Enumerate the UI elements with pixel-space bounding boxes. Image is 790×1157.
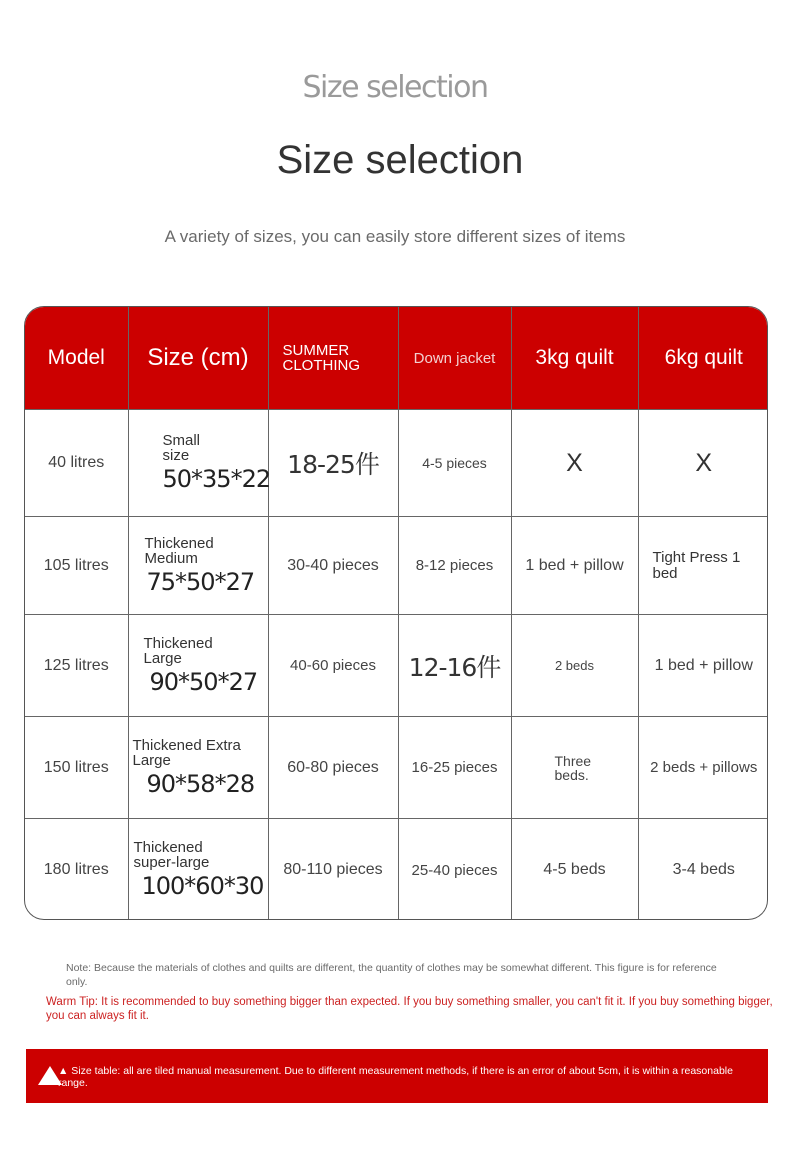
table-row xyxy=(25,717,768,819)
quilt-6kg-cell: X xyxy=(638,410,768,517)
column-header-size: Size (cm) xyxy=(128,307,268,410)
page-description: A variety of sizes, you can easily store different sizes of items xyxy=(164,227,626,246)
column-header-down-jacket: Down jacket xyxy=(398,307,511,410)
quilt-6kg-cell: 2 beds + pillows xyxy=(638,717,768,819)
size-name: Thickened super-large xyxy=(133,839,210,872)
quilt-3kg-cell: X xyxy=(511,410,638,517)
page-title: Size selection xyxy=(276,138,524,182)
model-cell: 180 litres xyxy=(25,819,128,921)
quilt-6kg-cell: 1 bed + pillow xyxy=(638,615,768,717)
table-row xyxy=(25,615,768,717)
page-subtitle: Size selection xyxy=(302,70,488,105)
measurement-notice-text: ▲ Size table: all are tiled manual measurement. Due to different measurement methods, if there is an error of about 5cm, it is within a reasonable range. xyxy=(58,1065,733,1089)
size-cell xyxy=(128,517,268,615)
warm-tip: Warm Tip: It is recommended to buy something bigger than expected. If you buy something smaller, you can't fit it. If you buy something bigger, you can always fit it. xyxy=(46,996,773,1022)
quilt-3kg-cell: 1 bed + pillow xyxy=(511,517,638,615)
summer-clothing-cell: 18-25件 xyxy=(268,410,398,517)
summer-clothing-cell: 40-60 pieces xyxy=(268,615,398,717)
size-name: Thickened Medium xyxy=(144,534,214,567)
size-dimensions: 90*50*27 xyxy=(149,667,258,696)
summer-clothing-cell: 80-110 pieces xyxy=(268,819,398,921)
column-header-model: Model xyxy=(25,307,128,410)
column-header-summer-clothing: SUMMER CLOTHING xyxy=(268,307,398,410)
table-header-row xyxy=(25,307,768,410)
quilt-6kg-cell: Tight Press 1 bed xyxy=(638,517,768,615)
down-jacket-cell: 4-5 pieces xyxy=(398,410,511,517)
size-dimensions: 50*35*22 xyxy=(162,465,271,493)
size-table-card xyxy=(24,306,768,920)
down-jacket-cell: 12-16件 xyxy=(398,615,511,717)
size-dimensions: 75*50*27 xyxy=(146,567,255,596)
quilt-3kg-cell: 4-5 beds xyxy=(511,819,638,921)
size-cell xyxy=(128,410,271,517)
model-cell: 40 litres xyxy=(25,410,128,517)
summer-clothing-cell: 60-80 pieces xyxy=(268,717,398,819)
reference-note: Note: Because the materials of clothes and quilts are different, the quantity of clothes may be somewhat different. This figure is for reference only. xyxy=(66,962,717,988)
size-name: Thickened Large xyxy=(143,634,213,667)
down-jacket-cell: 25-40 pieces xyxy=(398,819,511,921)
quilt-3kg-cell: 2 beds xyxy=(511,615,638,717)
size-dimensions: 100*60*30 xyxy=(141,872,264,901)
column-header-3kg-quilt: 3kg quilt xyxy=(511,307,638,410)
measurement-notice-bar xyxy=(26,1049,768,1103)
size-table xyxy=(25,307,768,920)
size-cell xyxy=(128,615,268,717)
model-cell: 125 litres xyxy=(25,615,128,717)
size-dimensions: 90*58*28 xyxy=(146,769,255,798)
size-cell xyxy=(128,819,268,921)
table-row xyxy=(25,517,768,615)
notes-section xyxy=(46,961,776,1023)
table-row xyxy=(25,410,768,517)
model-cell: 150 litres xyxy=(25,717,128,819)
size-cell xyxy=(128,717,268,819)
down-jacket-cell: 16-25 pieces xyxy=(398,717,511,819)
summer-clothing-cell: 30-40 pieces xyxy=(268,517,398,615)
down-jacket-cell: 8-12 pieces xyxy=(398,517,511,615)
size-name: Small size xyxy=(162,432,201,464)
model-cell: 105 litres xyxy=(25,517,128,615)
quilt-3kg-value: Three beds. xyxy=(554,752,592,783)
table-row xyxy=(25,819,768,921)
size-name: Thickened Extra Large xyxy=(132,736,241,769)
quilt-3kg-cell xyxy=(511,717,638,819)
column-header-6kg-quilt: 6kg quilt xyxy=(638,307,768,410)
quilt-6kg-cell: 3-4 beds xyxy=(638,819,768,921)
